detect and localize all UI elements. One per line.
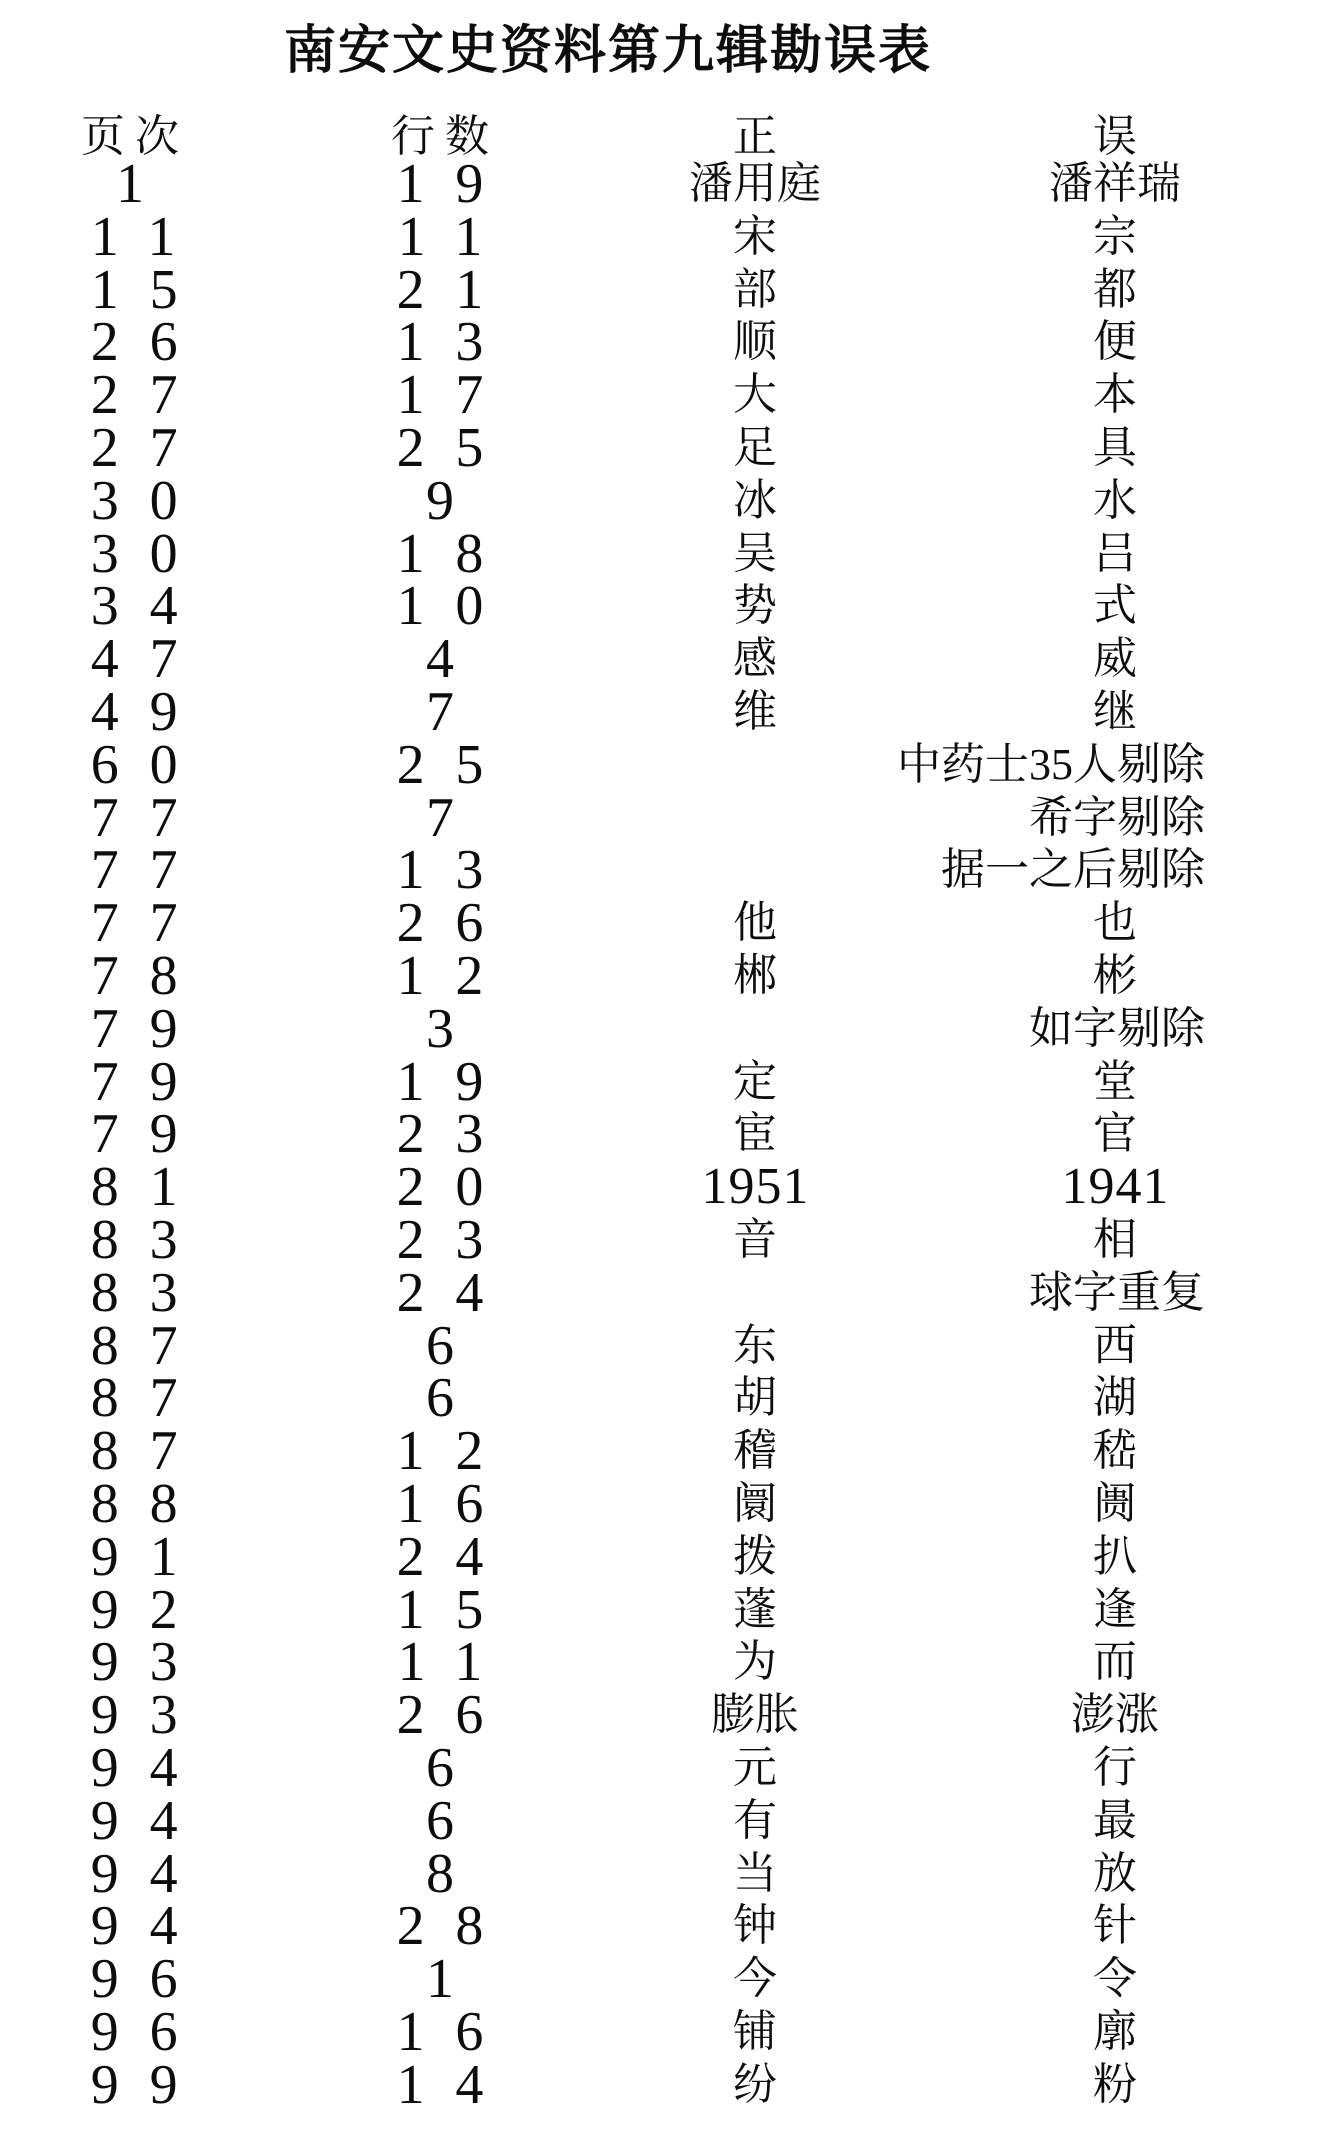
error-cell: 潘祥瑞 xyxy=(1049,159,1181,208)
error-cell: 本 xyxy=(1093,370,1137,420)
error-cell: 湖 xyxy=(1093,1373,1137,1423)
page-cell: 94 xyxy=(90,1842,209,1905)
correct-cell: 音 xyxy=(733,1214,777,1264)
line-cell: 14 xyxy=(396,2053,515,2116)
page-cell: 1 xyxy=(115,153,175,215)
table-row xyxy=(60,258,1320,321)
correct-cell: 足 xyxy=(733,422,777,472)
correct-cell: 今 xyxy=(733,1954,777,2004)
error-cell: 希字剔除 xyxy=(1029,792,1205,842)
table-row xyxy=(60,1156,1320,1219)
page-cell: 77 xyxy=(90,786,209,849)
table-row xyxy=(60,1367,1320,1430)
table-row xyxy=(60,1736,1320,1799)
error-cell: 令 xyxy=(1093,1954,1137,2004)
correct-cell: 拨 xyxy=(733,1531,777,1581)
error-cell: 西 xyxy=(1093,1320,1137,1370)
error-cell: 中药士35人剔除 xyxy=(897,739,1205,789)
page-cell: 83 xyxy=(90,1261,209,1324)
table-row xyxy=(60,1472,1320,1535)
correct-cell: 感 xyxy=(733,634,777,684)
page-cell: 96 xyxy=(90,2000,209,2063)
error-cell: 式 xyxy=(1093,581,1137,631)
error-cell: 威 xyxy=(1093,634,1137,684)
table-row xyxy=(60,1842,1320,1905)
line-cell: 24 xyxy=(396,1261,515,1324)
table-row xyxy=(60,1684,1320,1747)
table-row xyxy=(60,1631,1320,1694)
page-cell: 30 xyxy=(90,469,209,532)
line-cell: 17 xyxy=(396,364,515,427)
table-row xyxy=(60,1789,1320,1852)
error-cell: 继 xyxy=(1093,686,1137,736)
correct-cell: 为 xyxy=(733,1637,777,1687)
page-cell: 91 xyxy=(90,1525,209,1588)
table-row xyxy=(60,1420,1320,1483)
line-cell: 7 xyxy=(425,680,485,743)
table-row xyxy=(60,628,1320,691)
page-cell: 15 xyxy=(90,258,209,321)
error-cell: 嵇 xyxy=(1093,1426,1137,1476)
table-row xyxy=(60,1578,1320,1641)
error-cell: 阓 xyxy=(1093,1478,1137,1528)
page-cell: 49 xyxy=(90,680,209,743)
error-cell: 澎涨 xyxy=(1071,1690,1159,1740)
table-row xyxy=(60,1525,1320,1588)
correct-cell: 势 xyxy=(733,581,777,631)
correct-cell: 宋 xyxy=(733,211,777,261)
correct-cell: 定 xyxy=(733,1056,777,1106)
page-cell: 93 xyxy=(90,1631,209,1694)
line-cell: 18 xyxy=(396,522,515,585)
line-cell: 3 xyxy=(425,997,485,1060)
table-row xyxy=(60,944,1320,1007)
page-cell: 77 xyxy=(90,892,209,955)
error-cell: 粉 xyxy=(1093,2059,1137,2109)
correct-cell: 大 xyxy=(733,370,777,420)
page-title: 南安文史资料第九辑勘误表 xyxy=(283,23,932,80)
line-cell: 20 xyxy=(396,1156,515,1219)
correct-cell: 铺 xyxy=(733,2006,777,2056)
line-cell: 16 xyxy=(396,2000,515,2063)
table-row xyxy=(60,839,1320,902)
correct-cell: 潘用庭 xyxy=(689,159,821,208)
page-cell: 47 xyxy=(90,628,209,691)
table-row xyxy=(60,892,1320,955)
correct-cell: 郴 xyxy=(733,950,777,1000)
correct-cell: 阛 xyxy=(733,1478,777,1528)
line-cell: 10 xyxy=(396,575,515,638)
error-cell: 便 xyxy=(1093,317,1137,367)
page-cell: 88 xyxy=(90,1472,209,1535)
page-cell: 87 xyxy=(90,1367,209,1430)
page-cell: 83 xyxy=(90,1208,209,1271)
correct-cell: 部 xyxy=(733,264,777,314)
page-cell: 92 xyxy=(90,1578,209,1641)
line-cell: 6 xyxy=(425,1314,485,1377)
page-cell: 60 xyxy=(90,733,209,796)
page-cell: 79 xyxy=(90,1050,209,1113)
page-cell: 87 xyxy=(90,1420,209,1483)
line-cell: 25 xyxy=(396,416,515,479)
table-row xyxy=(60,1208,1320,1271)
error-cell: 放 xyxy=(1093,1848,1137,1898)
correct-cell: 吴 xyxy=(733,528,777,578)
table-row xyxy=(60,680,1320,743)
error-cell: 逢 xyxy=(1093,1584,1137,1634)
error-cell: 具 xyxy=(1093,422,1137,472)
table-row xyxy=(60,1261,1320,1324)
error-cell: 1941 xyxy=(1061,1158,1170,1216)
correct-cell: 他 xyxy=(733,898,777,948)
line-cell: 8 xyxy=(425,1842,485,1905)
correct-cell: 有 xyxy=(733,1795,777,1845)
page-cell: 93 xyxy=(90,1684,209,1747)
page-cell: 94 xyxy=(90,1736,209,1799)
table-row xyxy=(60,1314,1320,1377)
line-cell: 7 xyxy=(425,786,485,849)
line-cell: 21 xyxy=(396,258,515,321)
page-cell: 26 xyxy=(90,311,209,374)
table-body xyxy=(60,153,1320,2116)
table-row xyxy=(60,1948,1320,2011)
page-cell: 27 xyxy=(90,364,209,427)
error-cell: 彬 xyxy=(1093,950,1137,1000)
table-row xyxy=(60,364,1320,427)
page-cell: 87 xyxy=(90,1314,209,1377)
error-cell: 如字剔除 xyxy=(1029,1003,1205,1053)
line-cell: 6 xyxy=(425,1789,485,1852)
line-cell: 9 xyxy=(425,469,485,532)
header-correct: 正 xyxy=(733,112,787,161)
table-row xyxy=(60,733,1320,796)
line-cell: 24 xyxy=(396,1525,515,1588)
correct-cell: 胡 xyxy=(733,1373,777,1423)
table-row xyxy=(60,1050,1320,1113)
page-cell: 81 xyxy=(90,1156,209,1219)
line-cell: 13 xyxy=(396,839,515,902)
page-cell: 94 xyxy=(90,1789,209,1852)
correct-cell: 元 xyxy=(733,1742,777,1792)
line-cell: 11 xyxy=(397,1631,514,1694)
table-row xyxy=(60,153,1320,215)
error-cell: 堂 xyxy=(1093,1056,1137,1106)
table-header xyxy=(60,100,1320,161)
page-cell: 78 xyxy=(90,944,209,1007)
error-cell: 水 xyxy=(1093,475,1137,525)
line-cell: 19 xyxy=(396,1050,515,1113)
line-cell: 25 xyxy=(396,733,515,796)
table-row xyxy=(60,2053,1320,2116)
line-cell: 12 xyxy=(396,1420,515,1483)
correct-cell: 稽 xyxy=(733,1426,777,1476)
line-cell: 13 xyxy=(396,311,515,374)
table-row xyxy=(60,997,1320,1060)
error-cell: 宗 xyxy=(1093,211,1137,261)
line-cell: 1 xyxy=(425,1948,485,2011)
page-cell: 96 xyxy=(90,1948,209,2011)
line-cell: 11 xyxy=(397,205,514,268)
correct-cell: 顺 xyxy=(733,317,777,367)
page-cell: 77 xyxy=(90,839,209,902)
error-cell: 针 xyxy=(1093,1901,1137,1951)
line-cell: 6 xyxy=(425,1367,485,1430)
page-cell: 30 xyxy=(90,522,209,585)
correct-cell: 宦 xyxy=(733,1109,777,1159)
error-cell: 球字重复 xyxy=(1029,1267,1205,1317)
page-cell: 94 xyxy=(90,1895,209,1958)
line-cell: 28 xyxy=(396,1895,515,1958)
header-page: 页次 xyxy=(81,112,189,161)
error-cell: 廓 xyxy=(1093,2006,1137,2056)
table-row xyxy=(60,786,1320,849)
correct-cell: 纷 xyxy=(733,2059,777,2109)
line-cell: 12 xyxy=(396,944,515,1007)
header-line: 行数 xyxy=(391,112,499,161)
error-cell: 官 xyxy=(1093,1109,1137,1159)
page-cell: 79 xyxy=(90,1103,209,1166)
page-cell: 34 xyxy=(90,575,209,638)
table-row xyxy=(60,1103,1320,1166)
table-row xyxy=(60,311,1320,374)
table-row xyxy=(60,416,1320,479)
table-row xyxy=(60,205,1320,268)
correct-cell: 1951 xyxy=(701,1158,810,1216)
line-cell: 6 xyxy=(425,1736,485,1799)
error-cell: 最 xyxy=(1093,1795,1137,1845)
error-cell: 也 xyxy=(1093,898,1137,948)
line-cell: 4 xyxy=(425,628,485,691)
line-cell: 23 xyxy=(396,1103,515,1166)
correct-cell: 冰 xyxy=(733,475,777,525)
line-cell: 26 xyxy=(396,892,515,955)
page-cell: 99 xyxy=(90,2053,209,2116)
error-cell: 吕 xyxy=(1093,528,1137,578)
error-cell: 相 xyxy=(1093,1214,1137,1264)
table-row xyxy=(60,1895,1320,1958)
error-cell: 据一之后剔除 xyxy=(941,845,1205,895)
error-cell: 而 xyxy=(1093,1637,1137,1687)
correct-cell: 钟 xyxy=(733,1901,777,1951)
header-error: 误 xyxy=(1093,112,1147,161)
error-cell: 行 xyxy=(1093,1742,1137,1792)
page-cell: 11 xyxy=(90,205,207,268)
line-cell: 19 xyxy=(396,153,515,215)
error-cell: 都 xyxy=(1093,264,1137,314)
correct-cell: 东 xyxy=(733,1320,777,1370)
table-row xyxy=(60,2000,1320,2063)
line-cell: 16 xyxy=(396,1472,515,1535)
line-cell: 26 xyxy=(396,1684,515,1747)
correct-cell: 膨胀 xyxy=(711,1690,799,1740)
table-row xyxy=(60,522,1320,585)
error-cell: 扒 xyxy=(1093,1531,1137,1581)
table-row xyxy=(60,575,1320,638)
table-row xyxy=(60,469,1320,532)
line-cell: 23 xyxy=(396,1208,515,1271)
correct-cell: 蓬 xyxy=(733,1584,777,1634)
correct-cell: 当 xyxy=(733,1848,777,1898)
page-cell: 79 xyxy=(90,997,209,1060)
correct-cell: 维 xyxy=(733,686,777,736)
line-cell: 15 xyxy=(396,1578,515,1641)
page-cell: 27 xyxy=(90,416,209,479)
